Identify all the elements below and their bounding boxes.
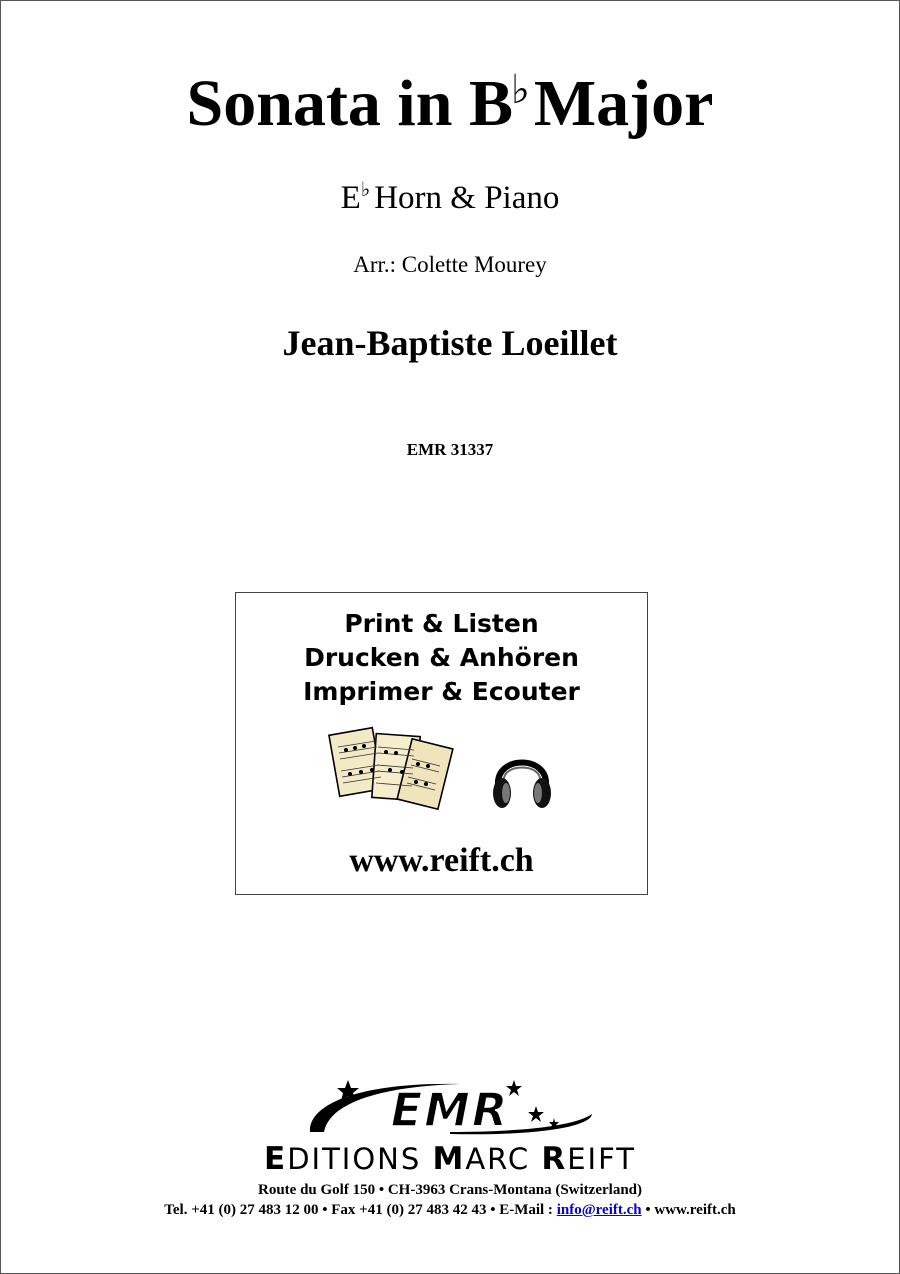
flat-symbol: ♭ xyxy=(511,67,530,112)
promo-line-en: Print & Listen xyxy=(344,609,539,638)
emr-logo-text: EMR xyxy=(390,1083,510,1137)
emr-logo xyxy=(300,1074,600,1140)
headphones-icon xyxy=(486,741,558,813)
contact-phone-fax: Tel. +41 (0) 27 483 12 00 • Fax +41 (0) 27 483 42 43 • E-Mail : xyxy=(164,1202,557,1218)
publisher-initial-e: E xyxy=(264,1141,288,1177)
publisher-name xyxy=(0,1142,900,1176)
print-listen-box xyxy=(235,592,648,895)
publisher-address: Route du Golf 150 • CH-3963 Crans-Montana (Switzerland) xyxy=(258,1182,642,1198)
arranger: Arr.: Colette Mourey xyxy=(353,252,547,277)
publisher-initial-r: R xyxy=(541,1141,568,1177)
catalog-number: EMR 31337 xyxy=(406,440,494,459)
publisher-initial-m: M xyxy=(432,1141,466,1177)
instrument-names: Horn & Piano xyxy=(374,180,560,216)
instrumentation xyxy=(0,168,900,220)
publisher-word-arc: ARC xyxy=(465,1142,542,1176)
title-start: Sonata in B xyxy=(186,67,513,140)
sheet-music-icon xyxy=(328,725,454,817)
title-end: Major xyxy=(533,67,714,140)
promo-line-de: Drucken & Anhören xyxy=(304,643,579,672)
email-link[interactable]: info@reift.ch xyxy=(556,1202,642,1218)
flat-symbol-small: ♭ xyxy=(360,179,371,201)
publisher-word-eift: EIFT xyxy=(567,1142,636,1176)
promo-line-fr: Imprimer & Ecouter xyxy=(303,677,580,706)
promo-website: www.reift.ch xyxy=(349,842,534,879)
composer: Jean-Baptiste Loeillet xyxy=(282,323,618,363)
instrument-key: E xyxy=(340,180,361,216)
publisher-word-ditions: DITIONS xyxy=(287,1142,433,1176)
promo-lines xyxy=(236,607,647,709)
page-title xyxy=(0,50,900,144)
publisher-contact xyxy=(0,1200,900,1220)
contact-website: • www.reift.ch xyxy=(641,1202,736,1218)
